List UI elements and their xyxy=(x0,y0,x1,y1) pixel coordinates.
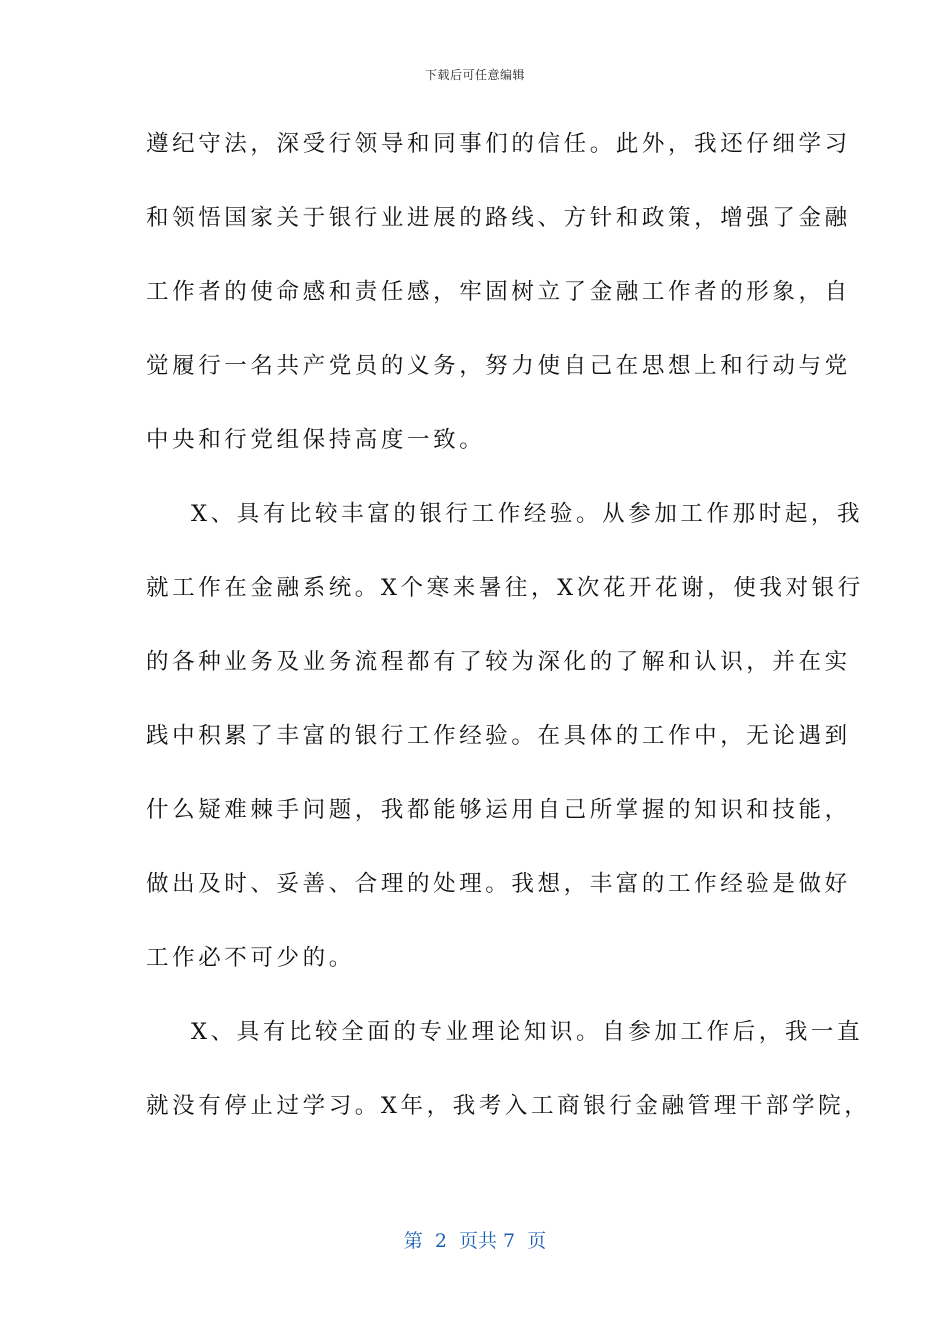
paragraph-start-line: X、具有比较丰富的银行工作经验。从参加工作那时起，我 xyxy=(191,501,864,527)
text-line: 遵纪守法，深受行领导和同事们的信任。此外，我还仔细学习 xyxy=(146,131,851,157)
text-line: 就工作在金融系统。X个寒来暑往，X次花开花谢，使我对银行 xyxy=(146,575,864,601)
text-line: 中央和行党组保持高度一致。 xyxy=(146,427,486,453)
text-line: 觉履行一名共产党员的义务，努力使自己在思想上和行动与党 xyxy=(146,353,851,379)
text-line: 做出及时、妥善、合理的处理。我想，丰富的工作经验是做好 xyxy=(146,871,851,897)
document-body xyxy=(146,121,871,1157)
text-line: 工作必不可少的。 xyxy=(146,945,355,971)
text-line: 就没有停止过学习。X年，我考入工商银行金融管理干部学院， xyxy=(146,1093,871,1119)
text-line: 什么疑难棘手问题，我都能够运用自己所掌握的知识和技能， xyxy=(146,797,851,823)
page-header-note: 下载后可任意编辑 xyxy=(424,68,525,82)
text-line: 工作者的使命感和责任感，牢固树立了金融工作者的形象，自 xyxy=(146,279,851,305)
text-line: 践中积累了丰富的银行工作经验。在具体的工作中，无论遇到 xyxy=(146,723,851,749)
paragraph-start-line: X、具有比较全面的专业理论知识。自参加工作后，我一直 xyxy=(191,1019,864,1045)
text-line: 的各种业务及业务流程都有了较为深化的了解和认识，并在实 xyxy=(146,649,851,675)
text-line: 和领悟国家关于银行业进展的路线、方针和政策，增强了金融 xyxy=(146,205,851,231)
page-number-footer: 第 2 页共 7 页 xyxy=(403,1230,547,1252)
